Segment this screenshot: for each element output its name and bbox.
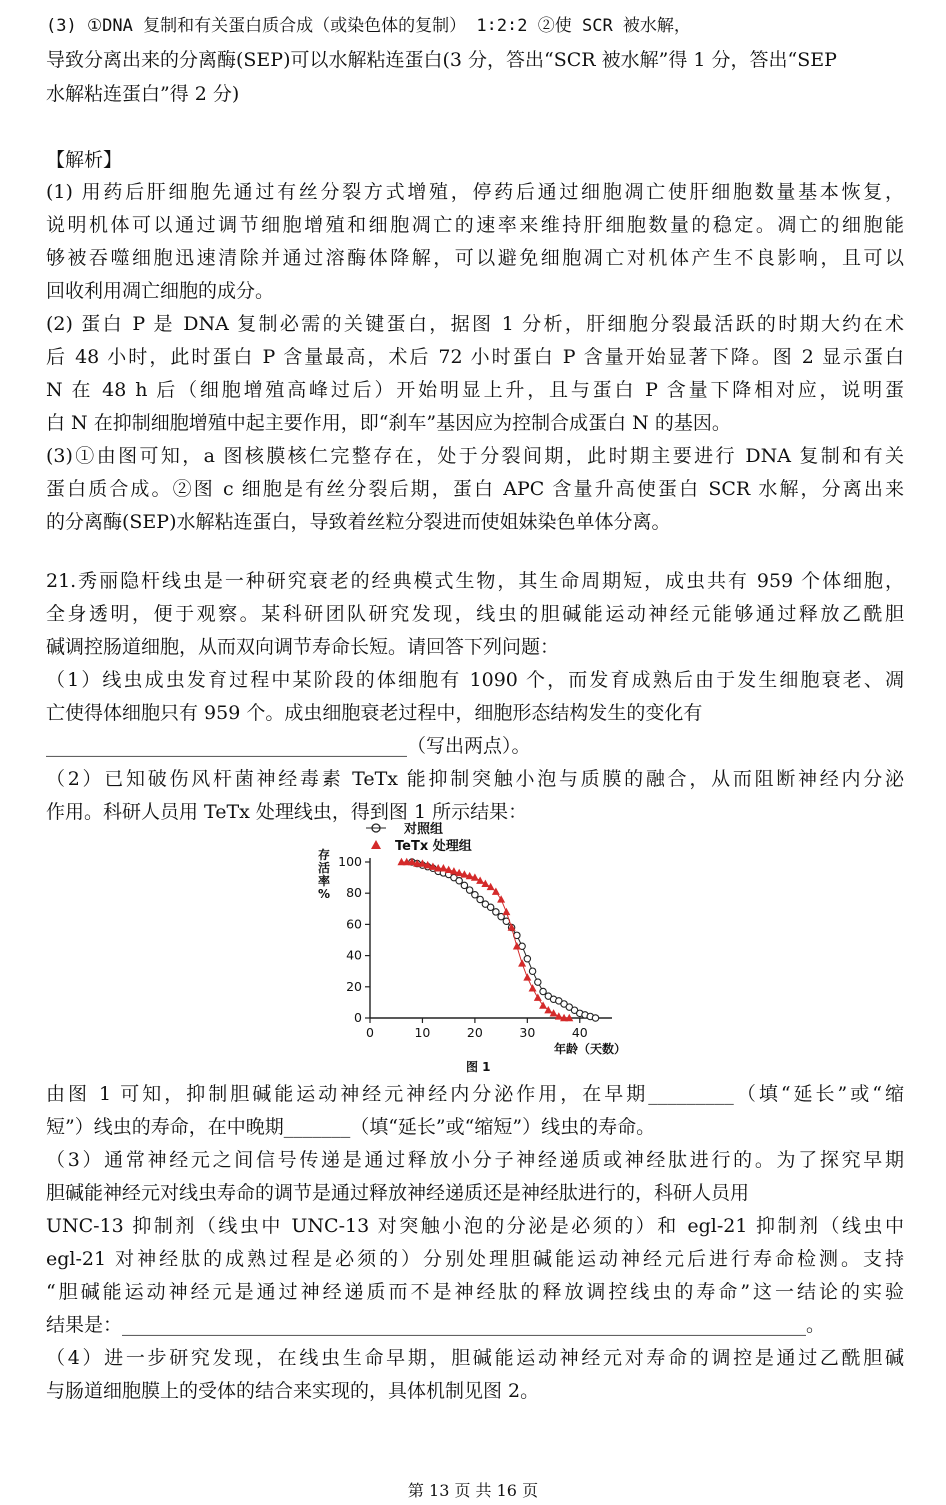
question-line: （2）已知破伤风杆菌神经毒素 TeTx 能抑制突触小泡与质膜的融合，从而阻断神经内分泌 (46, 768, 904, 790)
data-point-tetx (502, 908, 510, 915)
data-point-control (493, 909, 499, 915)
question-line: 全身透明，便于观察。某科研团队研究发现，线虫的胆碱能运动神经元能够通过释放乙酰胆 (46, 603, 904, 625)
analysis-line: 回收利用凋亡细胞的成分。 (46, 280, 275, 302)
y-tick-label: 0 (354, 1010, 362, 1025)
analysis-line: (1) 用药后肝细胞先通过有丝分裂方式增殖，停药后通过细胞凋亡使肝细胞数量基本恢复， (46, 181, 904, 203)
answer-line: 水解粘连蛋白”得 2 分) (46, 83, 240, 105)
data-point-control (524, 956, 530, 962)
question-line: （1）线虫成虫发育过程中某阶段的体细胞有 1090 个，而发育成熟后由于发生细胞衰老、凋 (46, 669, 904, 691)
legend-label-control: 对照组 (404, 822, 444, 837)
legend-label-tetx: TeTx 处理组 (395, 839, 472, 854)
data-point-tetx (534, 994, 542, 1001)
x-tick-label: 40 (571, 1025, 588, 1040)
analysis-line: 说明机体可以通过调节细胞增殖和细胞凋亡的速率来维持肝细胞数量的稳定。凋亡的细胞能 (46, 214, 904, 236)
question-line: 21.秀丽隐杆线虫是一种研究衰老的经典模式生物，其生命周期短，成虫共有 959 个体细胞， (46, 570, 904, 592)
answer-line: (3) ①DNA 复制和有关蛋白质合成（或染色体的复制） 1∶2∶2 ②使 SCR 被水解， (46, 16, 691, 36)
y-tick-label: 20 (346, 978, 362, 994)
data-point-control (540, 988, 546, 994)
question-line: 短”）线虫的寿命，在中晚期_______（填“延长”或“缩短”）线虫的寿命。 (46, 1116, 656, 1138)
analysis-heading: 【解析】 (46, 149, 123, 171)
y-tick-label: 40 (346, 947, 362, 963)
x-tick-label: 20 (466, 1025, 483, 1040)
y-tick-label: 60 (346, 916, 362, 932)
y-axis-label: 存活率% (318, 848, 331, 901)
data-point-control (592, 1015, 598, 1021)
analysis-line: N 在 48 h 后（细胞增殖高峰过后）开始明显上升，且与蛋白 P 含量下降相对应，说明蛋 (46, 379, 904, 401)
chart-legend (366, 821, 472, 854)
data-point-tetx (529, 984, 537, 991)
data-point-tetx (539, 1001, 547, 1008)
data-point-control (472, 892, 478, 898)
x-tick-label: 30 (519, 1025, 536, 1040)
answer-line: 导致分离出来的分离酶(SEP)可以水解粘连蛋白(3 分，答出“SCR 被水解”得 1 分，答出“SEP (46, 49, 837, 71)
y-tick-label: 80 (346, 885, 362, 901)
question-line: 亡使得体细胞只有 959 个。成虫细胞衰老过程中，细胞形态结构发生的变化有 (46, 702, 703, 724)
data-point-control (456, 878, 462, 884)
survival-chart (316, 818, 636, 1076)
page-number: 第 13 页 共 16 页 (407, 1481, 539, 1500)
chart-axes (338, 854, 612, 1040)
x-tick-label: 10 (414, 1025, 431, 1040)
analysis-line: (3)①由图可知，a 图核膜核仁完整存在，处于分裂间期，此时期主要进行 DNA 复制和有关 (46, 445, 904, 467)
x-axis-label: 年龄（天数） (554, 1042, 627, 1056)
analysis-line: 后 48 小时，此时蛋白 P 含量最高，术后 72 小时蛋白 P 含量开始显著下降。图 2 显示蛋白 (46, 346, 904, 368)
question-line: UNC-13 抑制剂（线虫中 UNC-13 对突触小泡的分泌是必须的）和 egl-21 抑制剂（线虫中 (46, 1215, 904, 1237)
data-point-control (461, 882, 467, 888)
question-line: 与肠道细胞膜上的受体的结合来实现的，具体机制见图 2。 (46, 1380, 540, 1402)
question-line: （4）进一步研究发现，在线虫生命早期，胆碱能运动神经元对寿命的调控是通过乙酰胆碱 (46, 1347, 904, 1369)
analysis-line: (2) 蛋白 P 是 DNA 复制必需的关键蛋白，据图 1 分析，肝细胞分裂最活跃的时期大约在术 (46, 313, 904, 335)
data-point-control (535, 979, 541, 985)
data-point-control (477, 896, 483, 902)
question-line: egl-21 对神经肽的成熟过程是必须的）分别处理胆碱能运动神经元后进行寿命检测。支持 (46, 1248, 904, 1270)
y-tick-label: 100 (338, 854, 362, 869)
analysis-line: 的分离酶(SEP)水解粘连蛋白，导致着丝粒分裂进而使姐妹染色单体分离。 (46, 511, 671, 533)
data-point-control (466, 887, 472, 893)
figure-caption: 图 1 (466, 1060, 491, 1074)
question-line: 作用。科研人员用 TeTx 处理线虫，得到图 1 所示结果： (46, 801, 528, 823)
analysis-line: 蛋白质合成。②图 c 细胞是有丝分裂后期，蛋白 APC 含量升高使蛋白 SCR 水解，分离出来 (46, 478, 904, 500)
question-line: （3）通常神经元之间信号传递是通过释放小分子神经递质或神经肽进行的。为了探究早期 (46, 1149, 904, 1171)
data-point-control (487, 904, 493, 910)
series-line-control (412, 862, 596, 1018)
series-control (409, 859, 599, 1021)
question-line: “胆碱能运动神经元是通过神经递质而不是神经肽的释放调控线虫的寿命”这一结论的实验 (46, 1281, 904, 1303)
data-point-control (529, 968, 535, 974)
data-point-tetx (523, 973, 531, 980)
legend-marker-tetx (371, 840, 381, 849)
question-line: 由图 1 可知，抑制胆碱能运动神经元神经内分泌作用，在早期_________（填“延长”或“缩 (46, 1083, 904, 1105)
question-line: 碱调控肠道细胞，从而双向调节寿命长短。请回答下列问题： (46, 636, 560, 658)
analysis-line: 白 N 在抑制细胞增殖中起主要作用，即“刹车”基因应为控制合成蛋白 N 的基因。 (46, 412, 731, 434)
question-line: 胆碱能神经元对线虫寿命的调节是通过释放神经递质还是神经肽进行的，科研人员用 (46, 1182, 750, 1204)
analysis-line: 够被吞噬细胞迅速清除并通过溶酶体降解，可以避免细胞凋亡对机体产生不良影响，且可以 (46, 247, 904, 269)
question-line: 结果是：________________________________________________________________________。 (46, 1314, 826, 1336)
data-point-tetx (497, 895, 505, 902)
x-tick-label: 0 (366, 1025, 374, 1040)
question-line: ______________________________________（写出两点）。 (46, 735, 531, 757)
